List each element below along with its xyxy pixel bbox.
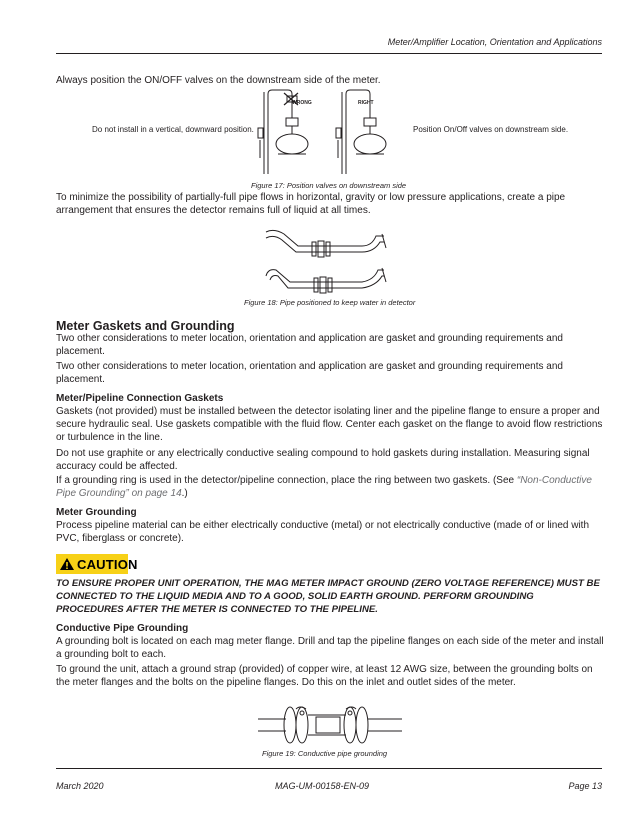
footer-date: March 2020	[56, 781, 104, 791]
header-rule	[56, 53, 602, 54]
fig17-label-right: RIGHT	[358, 100, 374, 106]
section-heading: Meter Gaskets and Grounding	[56, 319, 235, 333]
fig18-caption: Figure 18: Pipe positioned to keep water in detector	[244, 298, 416, 307]
warning-icon	[59, 557, 75, 571]
gaskets-para-3-end: .)	[181, 488, 188, 499]
fig17-label-wrong: WRONG	[292, 100, 312, 106]
grounding-heading: Meter Grounding	[56, 507, 137, 518]
section-para-2: Two other considerations to meter location, orientation and application are gasket and grounding requirements and placement.	[56, 361, 563, 385]
fig17-left-note: Do not install in a vertical, downward position.	[92, 125, 254, 134]
gaskets-para-3	[56, 474, 604, 500]
section-para-1: Two other considerations to meter location, orientation and application are gasket and grounding requirements and placement.	[56, 333, 563, 357]
fig19-illustration	[256, 703, 404, 745]
fig19-caption: Figure 19: Conductive pipe grounding	[262, 749, 388, 758]
fig18-intro: To minimize the possibility of partially-full pipe flows in horizontal, gravity or low pressure applications, create a pipe arrangement that ensures the detector remains full of liquid at all times.	[56, 192, 566, 216]
fig17-intro: Always position the ON/OFF valves on the downstream side of the meter.	[56, 75, 381, 86]
conductive-para-1: A grounding bolt is located on each mag meter flange. Drill and tap the pipeline flanges on each side of the meter and install a grounding bolt to each.	[56, 636, 604, 660]
non-conductive-grounding-link[interactable]: “Non-Conductive Pipe Grounding” on page 14	[56, 475, 592, 499]
footer-doc-id: MAG-UM-00158-EN-09	[275, 781, 370, 791]
fig17-right-note: Position On/Off valves on downstream side.	[413, 125, 569, 134]
conductive-para-2: To ground the unit, attach a ground strap (provided) of copper wire, at least 12 AWG size, between the grounding bolts on the meter flanges and the bolts on the pipeline flanges. Do this on the inlet and outlet sides of the meter.	[56, 664, 593, 688]
conductive-heading: Conductive Pipe Grounding	[56, 623, 189, 634]
fig17-illustration	[252, 88, 402, 174]
fig18-illustration	[262, 224, 394, 292]
caution-label: CAUTION	[77, 556, 138, 572]
footer-rule	[56, 768, 602, 769]
gaskets-heading: Meter/Pipeline Connection Gaskets	[56, 393, 224, 404]
gaskets-para-2: Do not use graphite or any electrically conductive sealing compound to hold gaskets during installation. Measuring signal accuracy could be affected.	[56, 448, 590, 472]
gaskets-para-3-text: If a grounding ring is used in the detector/pipeline connection, place the ring between two gaskets. (See	[56, 475, 517, 486]
fig17-caption: Figure 17: Position valves on downstream side	[251, 181, 407, 190]
footer-page-number: Page 13	[568, 781, 602, 791]
grounding-para: Process pipeline material can be either electrically conductive (metal) or not electrically conductive (made of or lined with PVC, fiberglass or concrete).	[56, 520, 590, 544]
caution-banner	[56, 554, 138, 574]
caution-text: TO ENSURE PROPER UNIT OPERATION, THE MAG METER IMPACT GROUND (ZERO VOLTAGE REFERENCE) MUST BE CONNECTED TO THE LIQUID MEDIA AND TO A GOOD, SOLID EARTH GROUND. PERFORM GROUNDING PROCEDURES AFTER THE METER IS CONNECTED TO THE PIPELINE.	[56, 578, 600, 615]
gaskets-para-1: Gaskets (not provided) must be installed between the detector isolating liner and the pipeline flange to ensure a proper and secure hydraulic seal. Use gaskets compatible with the fluid flow. Center each gasket on the flange to avoid flow restrictions or turbulence in the line.	[56, 406, 603, 443]
running-header: Meter/Amplifier Location, Orientation and Applications	[387, 37, 602, 47]
